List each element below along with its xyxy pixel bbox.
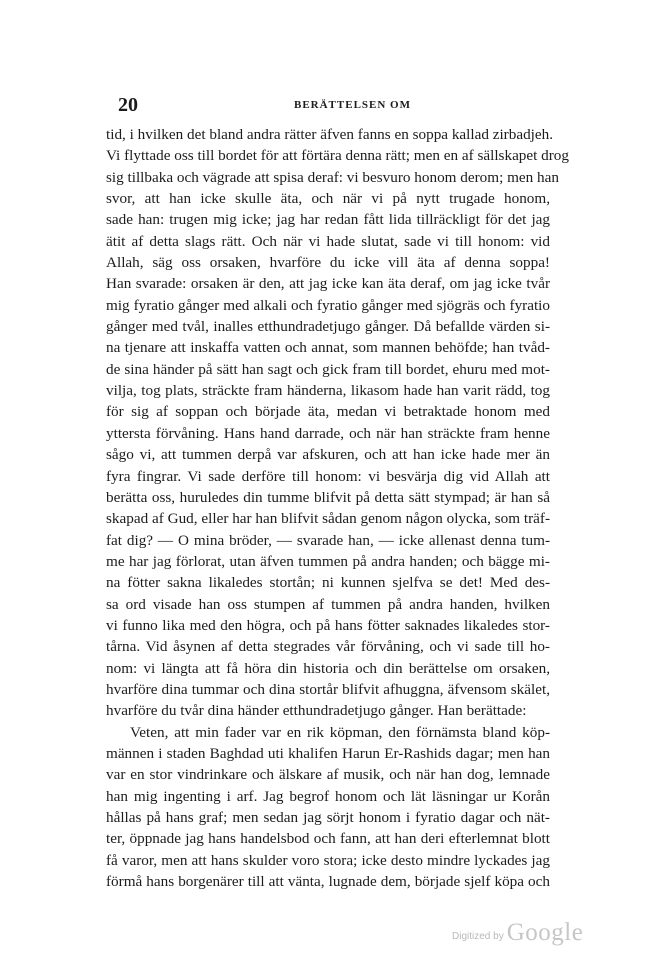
- page-number: 20: [118, 94, 138, 116]
- text-line: få varor, men att hans skulder voro stora; icke desto mindre lyckades jag: [106, 851, 550, 869]
- text-line: för sig af soppan och började äta, medan vi betraktade honom med: [106, 403, 550, 421]
- text-line: han mig ingenting i arf. Jag begrof honom och lät läsningar ur Korån: [106, 787, 550, 805]
- text-line: Allah, säg oss orsaken, hvarföre du icke vill äta af denna soppa!: [106, 254, 550, 272]
- text-line: hållas på hans graf; men sedan jag sörjt honom i fyratio dagar och nät-: [106, 809, 550, 826]
- digitized-by-label: Digitized by: [452, 930, 504, 942]
- text-line: tid, i hvilken det bland andra rätter äfven fanns en soppa kallad zirbadjeh.: [106, 126, 554, 143]
- text-line: hvarföre dina tummar och dina stortår blifvit afhuggna, äfvensom skälet,: [106, 680, 550, 698]
- text-line: na fötter sakna likaledes stortån; ni kunnen sjelfva se det! Med des-: [106, 574, 550, 592]
- text-line: Vi flyttade oss till bordet för att förtära denna rätt; men en af sällskapet drog: [106, 147, 569, 165]
- text-line: mig fyratio gånger med alkali och fyratio gånger med sjögräs och fyratio: [106, 296, 550, 314]
- text-line: gånger med tvål, inalles etthundradetjugo gånger. Då befallde värden si-: [106, 318, 550, 336]
- text-line: sa ord visade han oss stumpen af tummen på andra handen, hvilken: [106, 595, 550, 613]
- google-logo: Google: [506, 919, 584, 946]
- digitized-by-watermark: [452, 918, 583, 948]
- text-line: ter, öppnade jag hans handelsbod och fann, att han deri efterlemnat blott: [106, 830, 550, 848]
- text-line: de sina händer på sätt han sagt och gick fram till bordet, ehuru med mot-: [106, 360, 550, 378]
- text-line: svor, att han icke skulle äta, och när vi på nytt trugade honom,: [106, 190, 550, 208]
- text-line: yttersta förvåning. Hans hand darrade, och när han sträckte fram henne: [106, 424, 550, 442]
- text-line: männen i staden Baghdad uti khalifen Harun Er-Rashids dagar; men han: [106, 744, 550, 762]
- text-line: berätta oss, huruledes din tumme blifvit på detta sätt stympad; är han så: [106, 488, 550, 506]
- text-line: fat dig? — O mina bröder, — svarade han, — icke allenast denna tum-: [106, 531, 550, 549]
- text-line: na tjenare att inskaffa vatten och annat, som mannen behöfde; han tvåd-: [106, 339, 550, 357]
- running-head: BERÄTTELSEN OM: [294, 99, 411, 111]
- page-header: [118, 94, 548, 120]
- body-text: [106, 124, 569, 892]
- text-line: fyra fingrar. Vi sade derföre till honom: vi besvärja dig vid Allah att: [106, 467, 550, 485]
- text-line: nom: vi längta att få höra din historia och din berättelse om orsaken,: [106, 659, 550, 677]
- text-line: Veten, att min fader var en rik köpman, den förnämsta bland köp-: [130, 723, 550, 741]
- text-line: sade han: trugen mig icke; jag har redan fått lida tillräckligt för det jag: [106, 211, 550, 229]
- text-line: vilja, tog plats, sträckte fram händerna, likasom hade han varit rädd, tog: [106, 382, 550, 400]
- text-line: skapad af Gud, eller har han blifvit sådan genom någon olycka, som träf-: [106, 510, 550, 528]
- text-line: Han svarade: orsaken är den, att jag icke kan äta deraf, om jag icke tvår: [106, 275, 550, 293]
- text-line: me har jag förlorat, utan äfven tummen på andra handen; och bägge mi-: [106, 552, 550, 570]
- text-line: ätit af detta slags rätt. Och när vi hade slutat, sade vi till honom: vid: [106, 232, 550, 250]
- text-line: hvarföre du tvår dina händer etthundradetjugo gånger. Han berättade:: [106, 702, 527, 720]
- text-line: vi funno lika med den högra, och på hans fötter saknades likaledes stor-: [106, 616, 550, 634]
- text-line: sågo vi, att tummen derpå var afskuren, och att han icke hade mer än: [106, 446, 550, 464]
- text-line: sig tillbaka och vägrade att spisa deraf: vi besvuro honom derom; men han: [106, 168, 559, 186]
- text-line: var en stor vindrinkare och älskare af musik, och när han dog, lemnade: [106, 766, 550, 784]
- text-line: tårna. Vid åsynen af detta stegrades vår förvåning, och vi sade till ho-: [106, 638, 550, 656]
- text-line: förmå hans borgenärer till att vänta, lugnade dem, började sjelf köpa och: [106, 873, 550, 891]
